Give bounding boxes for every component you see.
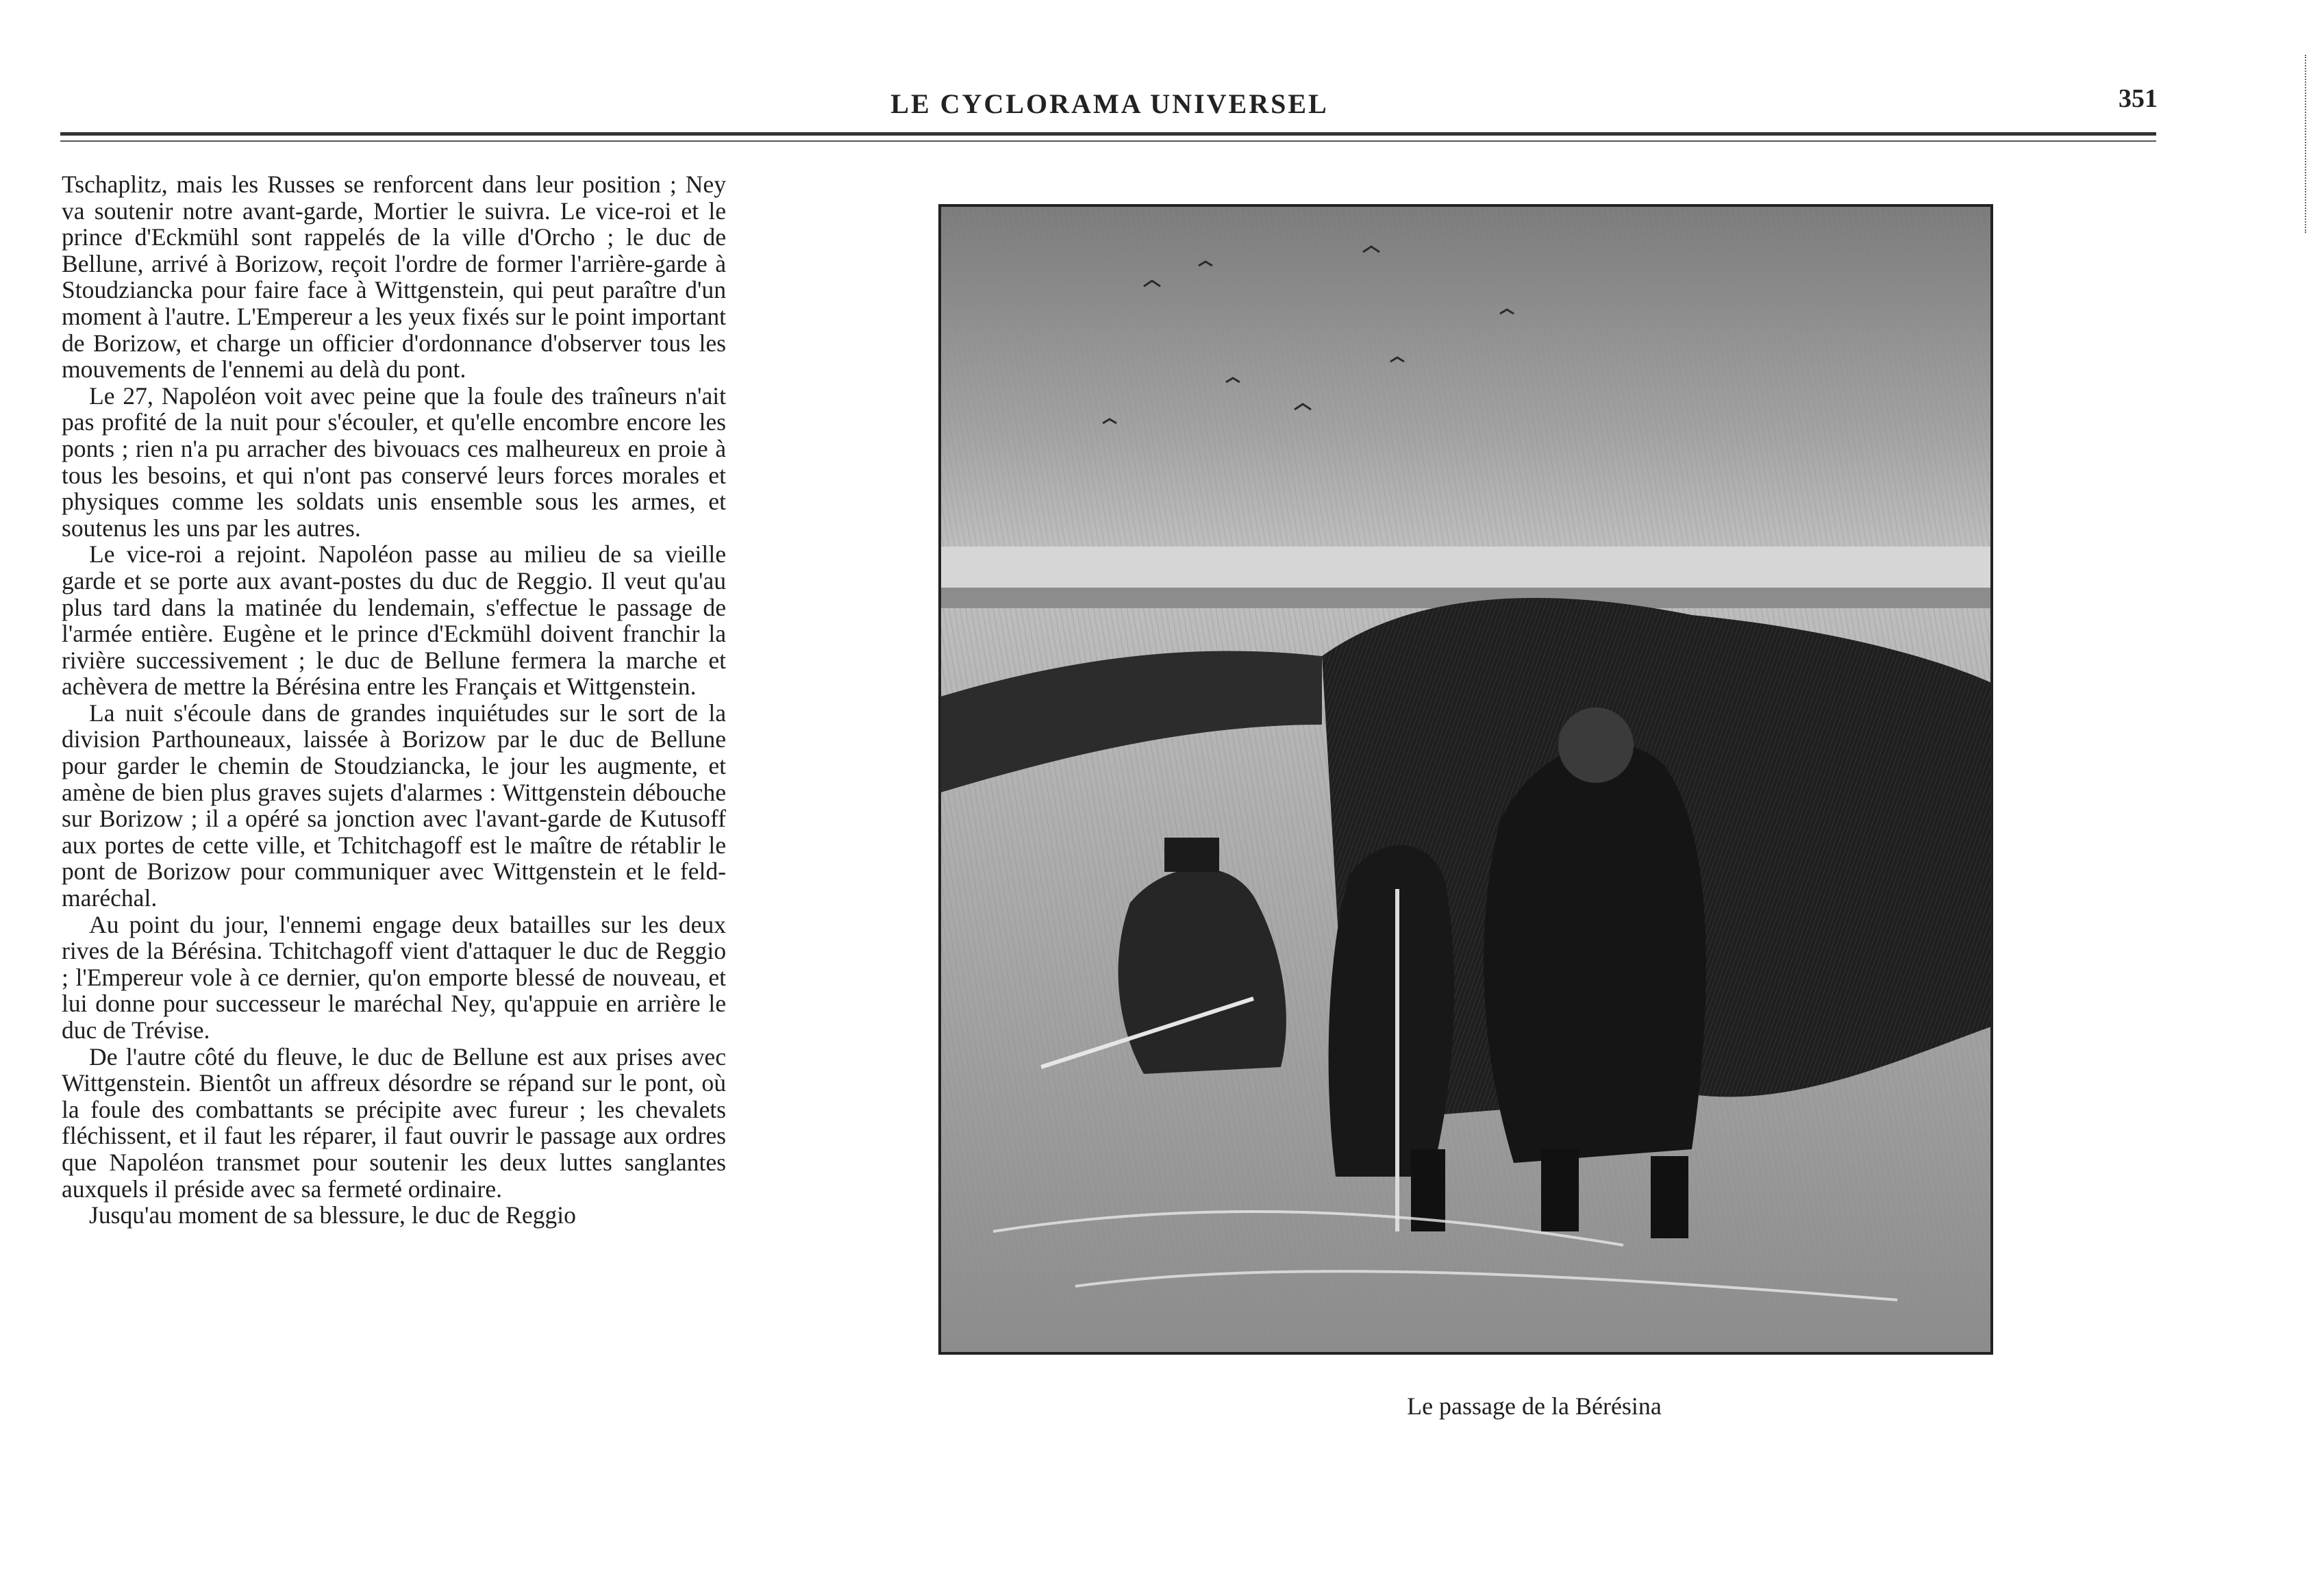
running-title: LE CYCLORAMA UNIVERSEL xyxy=(890,88,1329,119)
header-rule-thin xyxy=(60,140,2156,142)
engraving-artwork xyxy=(938,204,1993,1355)
article-paragraph: La nuit s'écoule dans de grandes inquiétudes sur le sort de la division Parthouneaux, laissée à Borizow par le duc de Bellune pour garder le chemin de Stoudziancka, le jour les augmente, et amène de bien plus graves sujets d'alarmes : Wittgenstein débouche sur Borizow ; il a opéré sa jonction avec l'avant-garde de Kutusoff aux portes de cette ville, et Tchitchagoff est le maître de rétablir le pont de Borizow pour communiquer avec Wittgenstein et le feld-maréchal. xyxy=(62,699,726,912)
page-number: 351 xyxy=(2119,84,2158,113)
header-rule-thick xyxy=(60,132,2156,136)
article-text-column xyxy=(62,171,726,1229)
engraving-illustration xyxy=(938,204,1993,1355)
article-paragraph: De l'autre côté du fleuve, le duc de Bellune est aux prises avec Wittgenstein. Bientôt un affreux désordre se répand sur le pont, où la foule des combattants se précipite avec fureur ; les chevalets fléchissent, et il faut les réparer, il faut ouvrir le passage aux ordres que Napoléon transmet pour soutenir les deux luttes sanglantes auxquels il préside avec sa fermeté ordinaire. xyxy=(62,1042,726,1203)
margin-specks xyxy=(2305,55,2310,233)
article-paragraph: Jusqu'au moment de sa blessure, le duc de Reggio xyxy=(89,1201,576,1229)
article-paragraph: Le vice-roi a rejoint. Napoléon passe au milieu de sa vieille garde et se porte aux avant-postes du duc de Reggio. Il veut qu'au plus tard dans la matinée du lendemain, s'effectue le passage de l'armée entière. Eugène et le prince d'Eckmühl doivent franchir la rivière successivement ; le duc de Bellune fermera la marche et achèvera de mettre la Bérésina entre les Français et Wittgenstein. xyxy=(62,540,726,701)
article-paragraph: Tschaplitz, mais les Russes se renforcent dans leur position ; Ney va soutenir notre avant-garde, Mortier le suivra. Le vice-roi et le prince d'Eckmühl sont rappelés de la ville d'Orcho ; le duc de Bellune, arrivé à Borizow, reçoit l'ordre de former l'arrière-garde à Stoudziancka pour faire face à Wittgenstein, qui peut paraître d'un moment à l'autre. L'Empereur a les yeux fixés sur le point important de Borizow, et charge un officier d'ordonnance d'observer tous les mouvements de l'ennemi au delà du pont. xyxy=(62,171,726,384)
article-paragraph: Le 27, Napoléon voit avec peine que la foule des traîneurs n'ait pas profité de la nuit pour s'écouler, et qu'elle encombre encore les ponts ; rien n'a pu arracher des bivouacs ces malheureux en proie à tous les besoins, et qui n'ont pas conservé leurs forces morales et physiques comme les soldats unis ensemble sous les armes, et soutenus les uns par les autres. xyxy=(62,381,726,542)
article-paragraph: Au point du jour, l'ennemi engage deux batailles sur les deux rives de la Bérésina. Tchitchagoff vient d'attaquer le duc de Reggio ; l'Empereur vole à ce dernier, qu'on emporte blessé de nouveau, et lui donne pour successeur le maréchal Ney, qu'appuie en arrière le duc de Trévise. xyxy=(62,910,726,1044)
illustration-caption: Le passage de la Bérésina xyxy=(1407,1392,1662,1420)
